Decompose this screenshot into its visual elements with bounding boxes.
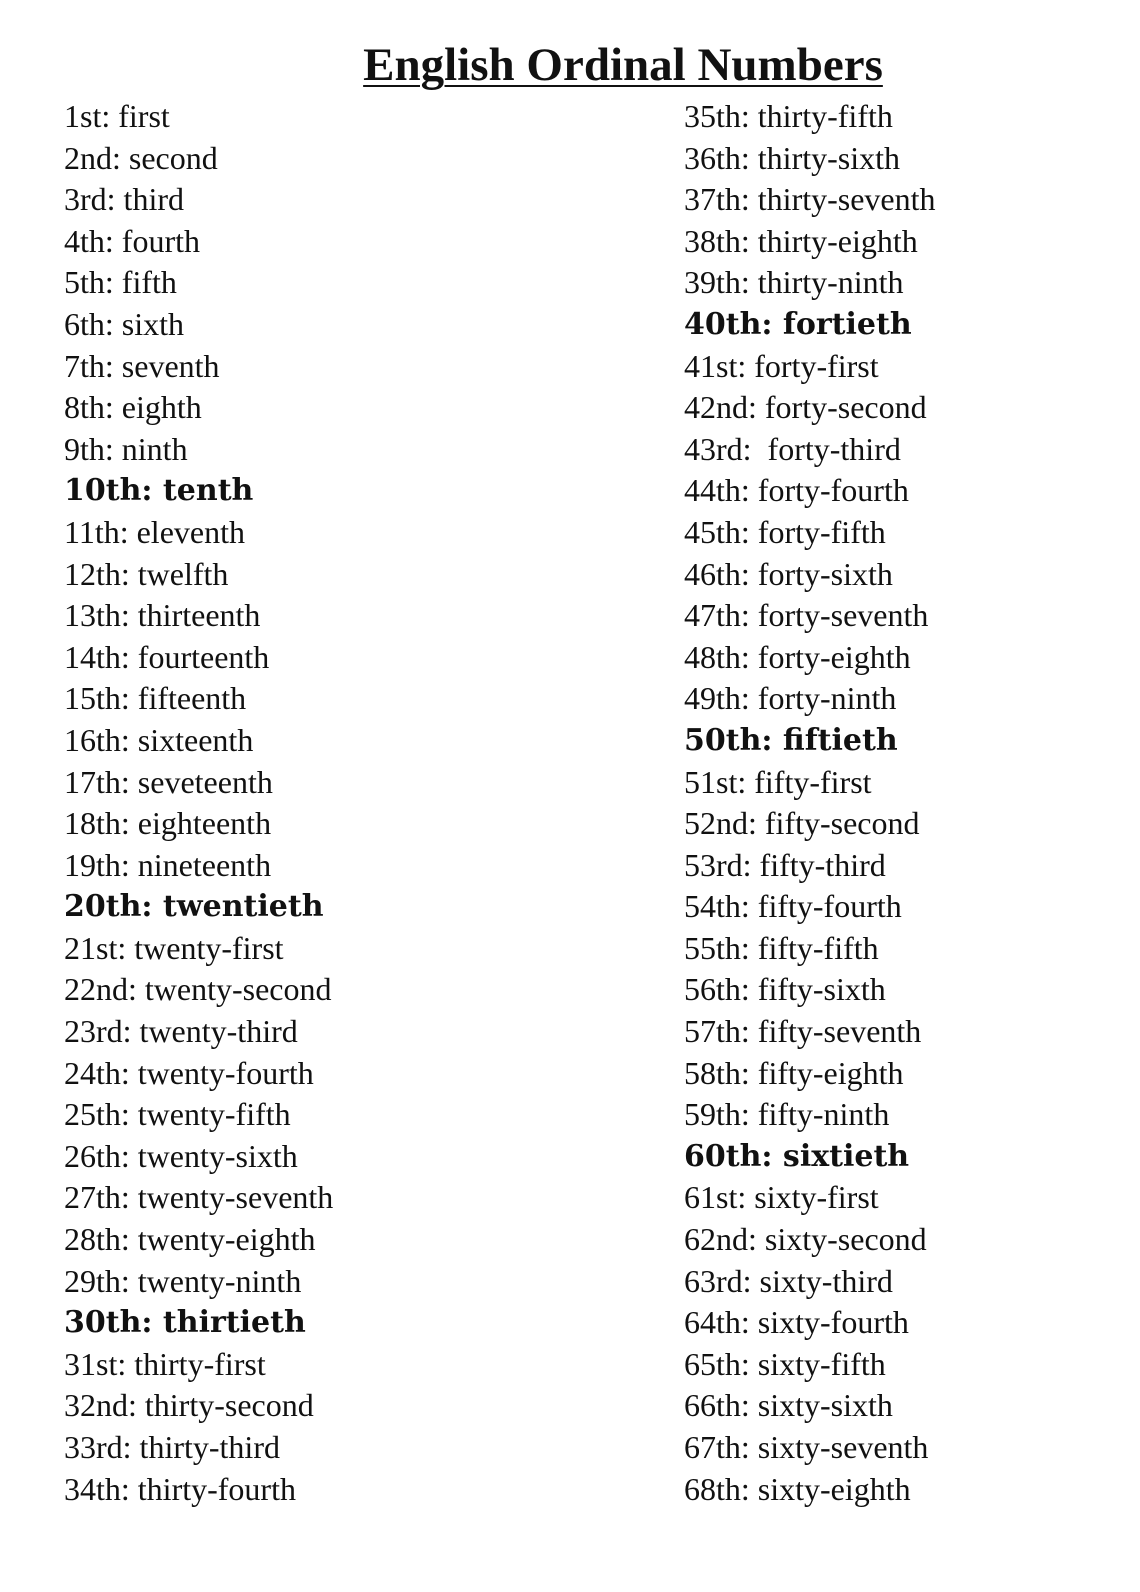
ordinal-entry: 17th: seveteenth [64, 763, 273, 800]
page-title: English Ordinal Numbers [363, 39, 883, 92]
ordinal-entry: 63rd: sixty-third [684, 1262, 893, 1299]
ordinal-entry: 53rd: fifty-third [684, 846, 886, 883]
ordinal-entry: 51st: fifty-first [684, 763, 872, 800]
ordinal-entry: 65th: sixty-fifth [684, 1345, 886, 1382]
ordinal-entry: 22nd: twenty-second [64, 971, 332, 1008]
ordinal-entry-highlighted: 10th: tenth [64, 473, 254, 509]
ordinal-entry: 54th: fifty-fourth [684, 888, 902, 925]
ordinal-entry: 7th: seventh [64, 347, 220, 384]
ordinal-entry: 1st: first [64, 98, 170, 134]
ordinal-entry: 67th: sixty-seventh [684, 1429, 929, 1465]
ordinal-entry: 23rd: twenty-third [64, 1013, 298, 1050]
ordinal-entry: 26th: twenty-sixth [64, 1137, 298, 1174]
ordinal-entry: 37th: thirty-seventh [684, 181, 936, 218]
ordinal-entry: 34th: thirty-fourth [64, 1470, 296, 1507]
ordinal-entry: 61st: sixty-first [684, 1179, 879, 1216]
ordinal-entry: 2nd: second [64, 139, 218, 176]
ordinal-entry-highlighted: 40th: fortieth [684, 306, 912, 342]
ordinal-entry: 32nd: thirty-second [64, 1387, 314, 1424]
ordinal-entry: 39th: thirty-ninth [684, 264, 904, 301]
ordinal-entry: 66th: sixty-sixth [684, 1387, 893, 1424]
ordinal-entry: 36th: thirty-sixth [684, 139, 900, 176]
ordinal-entry: 18th: eighteenth [64, 805, 272, 842]
ordinal-entry: 29th: twenty-ninth [64, 1262, 302, 1299]
ordinal-entry: 6th: sixth [64, 305, 185, 342]
ordinal-entry: 43rd: forty-third [684, 430, 901, 467]
ordinal-entry: 13th: thirteenth [64, 597, 261, 634]
ordinal-entry: 12th: twelfth [64, 555, 229, 592]
ordinal-entry: 52nd: fifty-second [684, 805, 920, 842]
ordinal-entry: 55th: fifty-fifth [684, 929, 879, 966]
ordinal-entry: 45th: forty-fifth [684, 513, 886, 550]
ordinal-entry: 27th: twenty-seventh [64, 1179, 334, 1216]
ordinal-entry: 41st: forty-first [684, 347, 879, 384]
ordinal-entry: 35th: thirty-fifth [684, 98, 893, 134]
ordinal-entry: 59th: fifty-ninth [684, 1096, 890, 1133]
ordinal-entry: 3rd: third [64, 181, 184, 218]
ordinal-entry: 5th: fifth [64, 264, 177, 301]
ordinal-entry: 44th: forty-fourth [684, 472, 909, 509]
ordinal-entry: 48th: forty-eighth [684, 638, 911, 675]
ordinal-entry: 38th: thirty-eighth [684, 222, 918, 259]
ordinal-entry: 68th: sixty-eighth [684, 1470, 911, 1507]
ordinal-entry: 47th: forty-seventh [684, 597, 929, 634]
ordinal-entry: 46th: forty-sixth [684, 555, 893, 592]
ordinal-entry: 11th: eleventh [64, 513, 245, 550]
ordinal-entry: 8th: eighth [64, 389, 202, 426]
ordinal-entry-highlighted: 30th: thirtieth [64, 1305, 306, 1341]
ordinal-entry: 33rd: thirty-third [64, 1429, 280, 1465]
ordinal-entry: 56th: fifty-sixth [684, 971, 886, 1008]
ordinal-entry-highlighted: 60th: sixtieth [684, 1138, 910, 1174]
ordinal-entry: 62nd: sixty-second [684, 1221, 927, 1258]
ordinal-entry: 15th: fifteenth [64, 680, 247, 717]
ordinal-entry: 64th: sixty-fourth [684, 1304, 909, 1341]
ordinal-entry: 42nd: forty-second [684, 389, 927, 426]
ordinal-entry: 24th: twenty-fourth [64, 1054, 314, 1091]
ordinal-entry: 14th: fourteenth [64, 638, 270, 675]
ordinal-entry: 4th: fourth [64, 222, 200, 259]
ordinal-entry-highlighted: 20th: twentieth [64, 889, 324, 925]
ordinal-entry: 25th: twenty-fifth [64, 1096, 291, 1133]
ordinal-entry: 49th: forty-ninth [684, 680, 897, 717]
ordinal-entry: 16th: sixteenth [64, 721, 254, 758]
ordinal-entry: 57th: fifty-seventh [684, 1013, 922, 1050]
ordinal-list-right [684, 96, 936, 1510]
ordinal-entry: 31st: thirty-first [64, 1345, 266, 1382]
ordinal-entry: 28th: twenty-eighth [64, 1221, 316, 1258]
ordinal-entry: 58th: fifty-eighth [684, 1054, 904, 1091]
ordinal-entry-highlighted: 50th: fiftieth [684, 722, 898, 758]
ordinal-list-left [64, 96, 333, 1510]
ordinal-entry: 19th: nineteenth [64, 846, 272, 883]
ordinal-entry: 21st: twenty-first [64, 929, 284, 966]
ordinal-entry: 9th: ninth [64, 430, 188, 467]
